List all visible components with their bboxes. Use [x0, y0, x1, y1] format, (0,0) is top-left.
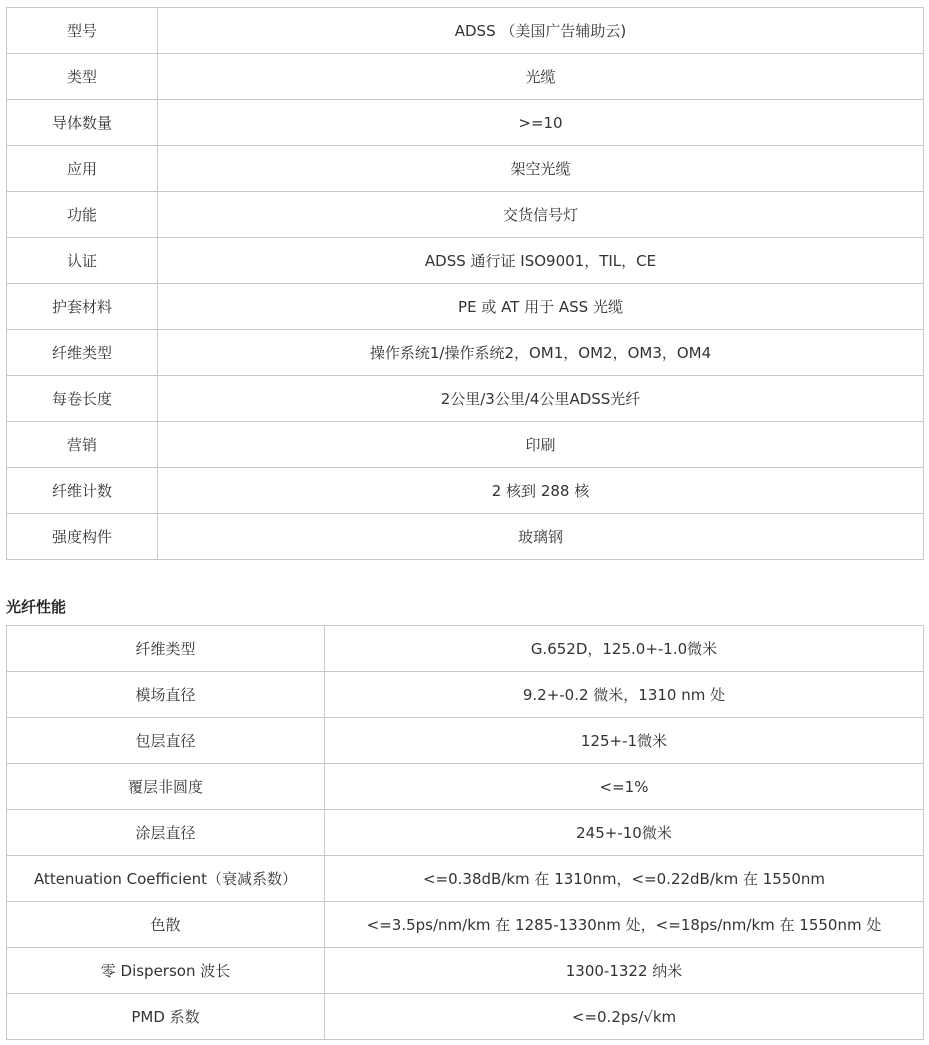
table-row	[7, 284, 924, 330]
row-value: 交货信号灯	[158, 192, 924, 238]
table-row	[7, 626, 924, 672]
spec-table	[6, 7, 924, 560]
row-value: <=0.38dB/km 在 1310nm，<=0.22dB/km 在 1550nm	[325, 856, 924, 902]
row-value: 印刷	[158, 422, 924, 468]
row-label: 包层直径	[7, 718, 325, 764]
row-value: 2 核到 288 核	[158, 468, 924, 514]
table-row	[7, 468, 924, 514]
row-value: 操作系统1/操作系统2，OM1，OM2，OM3，OM4	[158, 330, 924, 376]
row-label: 营销	[7, 422, 158, 468]
row-label: 类型	[7, 54, 158, 100]
table-row	[7, 422, 924, 468]
row-value: 光缆	[158, 54, 924, 100]
table-row	[7, 672, 924, 718]
table-row	[7, 54, 924, 100]
table-row	[7, 238, 924, 284]
row-label: Attenuation Coefficient（衰减系数）	[7, 856, 325, 902]
table-row	[7, 810, 924, 856]
row-label: 功能	[7, 192, 158, 238]
row-label: 认证	[7, 238, 158, 284]
table-row	[7, 856, 924, 902]
row-value: G.652D，125.0+-1.0微米	[325, 626, 924, 672]
table-row	[7, 994, 924, 1040]
row-label: 每卷长度	[7, 376, 158, 422]
row-value: >=10	[158, 100, 924, 146]
row-label: 导体数量	[7, 100, 158, 146]
row-label: 纤维计数	[7, 468, 158, 514]
table-row	[7, 192, 924, 238]
table-row	[7, 376, 924, 422]
table-row	[7, 718, 924, 764]
row-label: 模场直径	[7, 672, 325, 718]
row-label: 纤维类型	[7, 626, 325, 672]
table-row	[7, 764, 924, 810]
row-value: ADSS 通行证 ISO9001，TIL，CE	[158, 238, 924, 284]
row-value: 2公里/3公里/4公里ADSS光纤	[158, 376, 924, 422]
row-value: <=0.2ps/√km	[325, 994, 924, 1040]
row-label: 应用	[7, 146, 158, 192]
table-row	[7, 514, 924, 560]
row-label: 涂层直径	[7, 810, 325, 856]
row-value: 架空光缆	[158, 146, 924, 192]
row-label: PMD 系数	[7, 994, 325, 1040]
table-row	[7, 8, 924, 54]
table-row	[7, 330, 924, 376]
row-value: 9.2+-0.2 微米，1310 nm 处	[325, 672, 924, 718]
row-value: 1300-1322 纳米	[325, 948, 924, 994]
row-value: <=3.5ps/nm/km 在 1285-1330nm 处，<=18ps/nm/km 在 1550nm 处	[325, 902, 924, 948]
section-title: 光纤性能	[6, 598, 67, 616]
table-row	[7, 146, 924, 192]
row-value: 245+-10微米	[325, 810, 924, 856]
row-value: <=1%	[325, 764, 924, 810]
row-value: ADSS （美国广告辅助云)	[158, 8, 924, 54]
fiber-performance-table	[6, 625, 924, 1040]
row-label: 色散	[7, 902, 325, 948]
table-row	[7, 902, 924, 948]
row-value: 125+-1微米	[325, 718, 924, 764]
row-label: 护套材料	[7, 284, 158, 330]
row-label: 覆层非圆度	[7, 764, 325, 810]
table-row	[7, 100, 924, 146]
row-value: 玻璃钢	[158, 514, 924, 560]
row-label: 型号	[7, 8, 158, 54]
row-label: 纤维类型	[7, 330, 158, 376]
table-row	[7, 948, 924, 994]
row-value: PE 或 AT 用于 ASS 光缆	[158, 284, 924, 330]
row-label: 零 Disperson 波长	[7, 948, 325, 994]
row-label: 强度构件	[7, 514, 158, 560]
